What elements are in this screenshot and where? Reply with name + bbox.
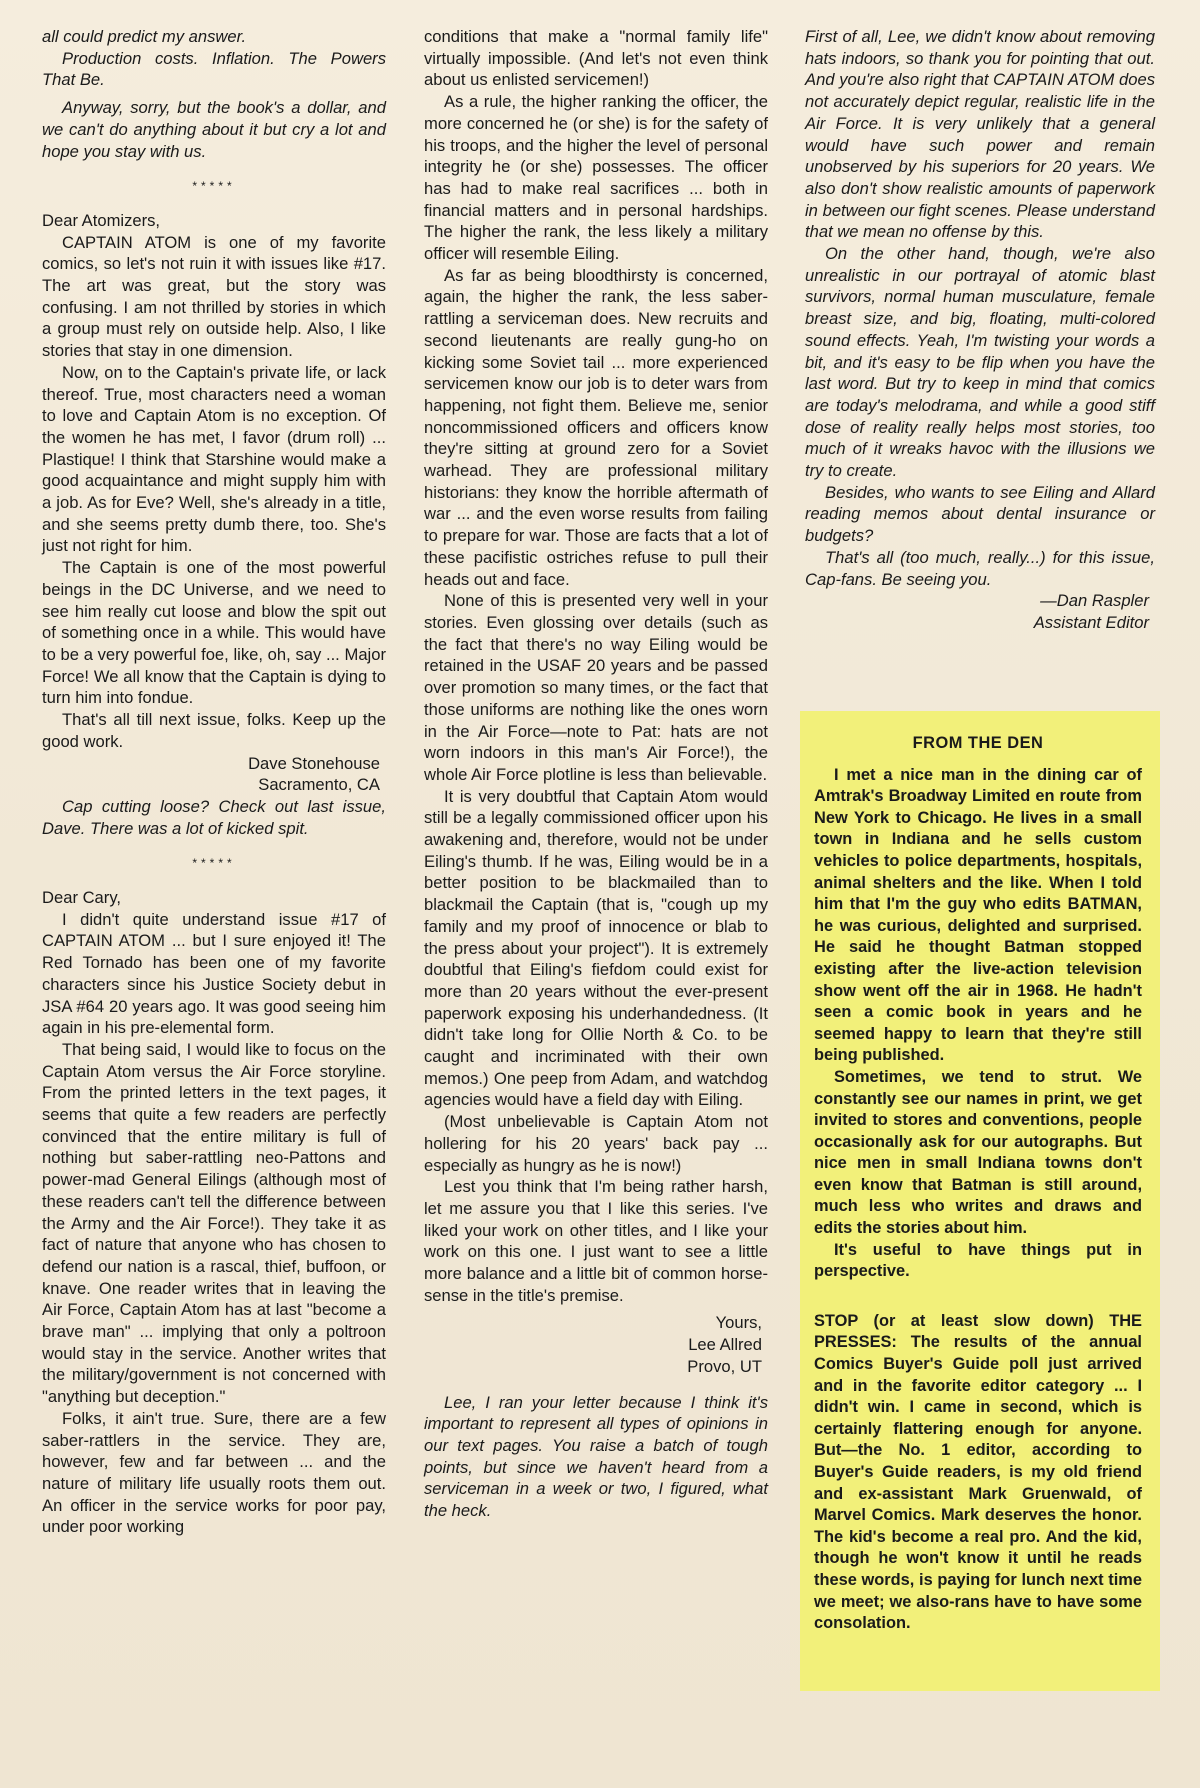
letter-paragraph: Now, on to the Captain's private life, or lack thereof. True, most characters need a woman to love and Captain Atom is no exception. Of the women he has met, I favor (drum roll) ... Plastique! I think that Starshine would make a good acquaintance and might supply him with a job. As for Eve? Well, she's already in a title, and she seems pretty dumb there, too. She's just not right for him. xyxy=(42,362,386,556)
den-paragraph: Sometimes, we tend to strut. We constantly see our names in print, we get invited to stores and conventions, people occasionally ask for our autographs. But nice men in small Indiana towns don't even know that Batman is still around, much less who writes and draws and edits the stories about him. xyxy=(814,1067,1142,1238)
editor-reply: That's all (too much, really...) for this issue, Cap-fans. Be seeing you. xyxy=(805,547,1155,589)
section-separator: ***** xyxy=(192,856,236,871)
column-middle xyxy=(424,26,768,1522)
section-separator: ***** xyxy=(192,179,236,194)
letter-paragraph: conditions that make a "normal family life" virtually impossible. (And let's not even think about us enlisted servicemen!) xyxy=(424,27,768,90)
signature-name: Dave Stonehouse xyxy=(248,753,380,773)
den-paragraph: It's useful to have things put in perspective. xyxy=(814,1240,1142,1281)
reply-line: all could predict my answer. xyxy=(42,27,247,46)
letter-salutation: Dear Atomizers, xyxy=(42,210,161,230)
reply-paragraph: Anyway, sorry, but the book's a dollar, and we can't do anything about it but cry a lot and hope you stay with us. xyxy=(42,98,386,161)
letter-paragraph: None of this is presented very well in your stories. Even glossing over details (such as the fact that there's no way Eiling would be retained in the USAF 20 years and be passed over promotion so many times, or the fact that those uniforms are nothing like the ones worn in the Air Force—note to Pat: hats are not worn indoors in this man's Air Force!), the whole Air Force plotline is less than believable. xyxy=(424,591,768,784)
from-the-den-box xyxy=(800,711,1160,1691)
signature-place: Provo, UT xyxy=(687,1356,762,1376)
letter-paragraph: CAPTAIN ATOM is one of my favorite comics, so let's not ruin it with issues like #17. The art was great, but the story was confusing. I am not thrilled by stories in which a group must rely on outside help. Also, I like stories that stay in one dimension. xyxy=(42,232,386,361)
letter-paragraph: That's all till next issue, folks. Keep up the good work. xyxy=(42,710,386,751)
editor-reply: Besides, who wants to see Eiling and Allard reading memos about dental insurance or budgets? xyxy=(805,482,1155,546)
column-left xyxy=(42,26,386,1538)
letter-paragraph: Folks, it ain't true. Sure, there are a few saber-rattlers in the service. They are, however, few and far between ... and the nature of military life usually roots them out. An officer in the service works for poor pay, under poor working xyxy=(42,1408,386,1537)
letter-paragraph: It is very doubtful that Captain Atom would still be a legally commissioned officer upon his awakening and, therefore, would not be under Eiling's thumb. If he was, Eiling would be in a better position to be blackmailed than to blackmail the Captain (that is, "cough up my family and my proof of innocence or blab to the press about your project"). It is extremely doubtful that Eiling's fiefdom could exist for more than 20 years without the ever-present paperwork exposing his underhandedness. (It didn't take long for Ollie North & Co. to be caught and incriminated with their own memos.) One peep from Adam, and watchdog agencies would have a field day with Eiling. xyxy=(424,786,768,1110)
editor-reply: On the other hand, though, we're also unrealistic in our portrayal of atomic blast survivors, normal human musculature, female breast size, and big, floating, multi-colored sound effects. Yeah, I'm twisting your words a bit, and it's easy to be flip when you have the last word. But try to keep in mind that comics are today's melodrama, and while a good stiff dose of reality really helps most stories, too much of it wreaks havoc with the illusions we try to create. xyxy=(805,244,1155,481)
signature-name: —Dan Raspler xyxy=(1040,591,1149,611)
column-right xyxy=(805,26,1155,634)
reply-line: Production costs. Inflation. The Powers That Be. xyxy=(42,48,386,90)
letter-paragraph: I didn't quite understand issue #17 of CAPTAIN ATOM ... but I sure enjoyed it! The Red Tornado has been one of my favorite characters since his Justice Society debut in JSA #64 20 years ago. It was good seeing him again in his pre-elemental form. xyxy=(42,909,386,1038)
letter-paragraph: Lest you think that I'm being rather harsh, let me assure you that I like this series. I've liked your work on other titles, and I like your work on this one. I just want to see a little more balance and a little bit of common horse-sense in the title's premise. xyxy=(424,1177,768,1305)
signature-title: Assistant Editor xyxy=(1033,612,1149,632)
editor-reply: First of all, Lee, we didn't know about removing hats indoors, so thank you for pointing that out. And you're also right that CAPTAIN ATOM does not accurately depict regular, realistic life in the Air Force. It is very unlikely that a general would have such power and remain unobserved by his superiors for 20 years. We also don't show realistic amounts of paperwork in between our fight scenes. Please understand that we mean no offense by this. xyxy=(805,27,1155,242)
signature-place: Sacramento, CA xyxy=(258,775,380,795)
letter-paragraph: (Most unbelievable is Captain Atom not hollering for his 20 years' back pay ... especially as hungry as he is now!) xyxy=(424,1112,768,1175)
letter-paragraph: The Captain is one of the most powerful beings in the DC Universe, and we need to see him really cut loose and blow the spit out of something once in a while. This would have to be a very powerful foe, like, oh, say ... Major Force! We all know that the Captain is dying to turn him into fondue. xyxy=(42,558,386,708)
den-title: FROM THE DEN xyxy=(912,734,1044,752)
letter-paragraph: As far as being bloodthirsty is concerned, again, the higher the rank, the less saber-rattling a serviceman does. New recruits and second lieutenants are really gung-ho on kicking some Soviet tail ... more experienced servicemen know our job is to deter wars from happening, not fight them. Believe me, senior noncommissioned officers and officers know they're sitting at ground zero for a Soviet warhead. They are professional military historians: they know the horrible aftermath of war ... and the even worse results from failing to prepare for war. Those are facts that a lot of these pacifistic ostriches refuse to pull their heads out and face. xyxy=(424,265,768,589)
editor-reply: Lee, I ran your letter because I think it's important to represent all types of opinions in our text pages. You raise a batch of tough points, but since we haven't heard from a serviceman in a week or two, I figured, what the heck. xyxy=(424,1392,768,1521)
den-paragraph: I met a nice man in the dining car of Amtrak's Broadway Limited en route from New York to Chicago. He lives in a small town in Indiana and he sells custom vehicles to police departments, hospitals, animal shelters and the like. When I told him that I'm the guy who edits BATMAN, he was curious, delighted and surprised. He said he thought Batman stopped existing after the live-action television show went off the air in 1968. He hadn't seen a comic book in years and he seemed happy to learn that they're still being published. xyxy=(814,765,1142,1065)
signature-closing: Yours, xyxy=(715,1313,762,1333)
signature-name: Lee Allred xyxy=(688,1335,762,1355)
letter-salutation: Dear Cary, xyxy=(42,888,121,908)
letter-paragraph: That being said, I would like to focus on the Captain Atom versus the Air Force storyline. From the printed letters in the text pages, it seems that quite a few readers are perfectly convinced that the entire military is full of nothing but saber-rattling neo-Pattons and power-mad General Eilings (although most of these readers can't tell the difference between the Army and the Air Force!). They take it as fact of nature that anyone who has chosen to defend our nation is a rascal, thief, buffoon, or knave. One reader writes that in leaving the Air Force, Captain Atom has at last "become a brave man" ... implying that only a poltroon would stay in the service. Another writes that the military/government is not concerned with "anything but deception." xyxy=(42,1039,386,1407)
letter-paragraph: As a rule, the higher ranking the officer, the more concerned he (or she) is for the safety of his troops, and the higher the level of personal integrity he (or she) possesses. The officer has had to make real sacrifices ... both in financial matters and in personal hardships. The higher the rank, the less likely a military officer will resemble Eiling. xyxy=(424,92,768,264)
den-paragraph: STOP (or at least slow down) THE PRESSES: The results of the annual Comics Buyer's Guide poll just arrived and in the favorite editor category ... I didn't win. I came in second, which is certainly flattering enough for anyone. But—the No. 1 editor, according to Buyer's Guide readers, is my old friend and ex-assistant Mark Gruenwald, of Marvel Comics. Mark deserves the honor. The kid's become a real pro. And the kid, though he won't know it until he reads these words, is paying for lunch next time we meet; we also-rans have to have some consolation. xyxy=(814,1311,1142,1633)
editor-reply: Cap cutting loose? Check out last issue, Dave. There was a lot of kicked spit. xyxy=(42,796,386,838)
